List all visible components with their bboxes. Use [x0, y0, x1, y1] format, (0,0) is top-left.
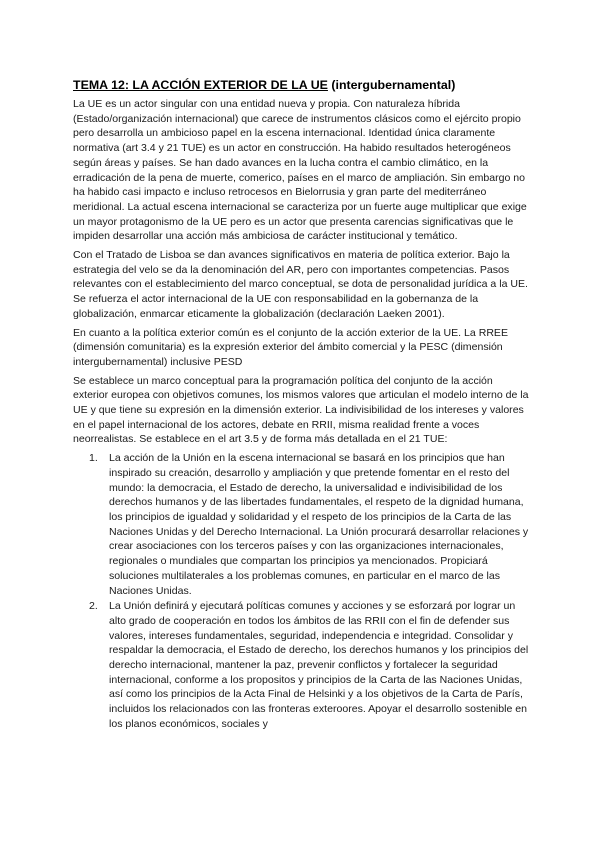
- document-title: [73, 78, 529, 93]
- paragraph-intro: La UE es un actor singular con una entidad nueva y propia. Con naturaleza híbrida (Estado/organización internacional) que carece de instrumentos clásicos como el ejército propio pero desarrolla un ambicioso papel en la escena internacional. Identidad única claramente normativa (art 3.4 y 21 TUE) es un actor en construcción. Ha habido resultados heterogéneos según áreas y países. Se han dado avances en la lucha contra el cambio climático, en la erradicación de la pena de muerte, comerico, países en el marco de ampliación. Sin embargo no ha habido casi impacto e incluso retrocesos en Bielorrusia y gran parte del mediterráneo meridional. La actual escena internacional se caracteriza por un fuerte auge multiplicar que exige un mayor protagonismo de la UE pero es un actor que presenta carencias significativas que le impiden desarrollar una acción más ambiciosa de carácter institucional y temático.: [73, 98, 527, 243]
- list-item: [73, 599, 529, 731]
- title-suffix: (intergubernamental): [327, 78, 456, 92]
- paragraph-politica-exterior: En cuanto a la política exterior común es el conjunto de la acción exterior de la UE. La RREE (dimensión comunitaria) es la expresión exterior del ámbito comercial y la PESC (dimensión intergubernamental) inclusive PESD: [73, 326, 509, 368]
- list-item-text: La Unión definirá y ejecutará políticas comunes y acciones y se esforzará por lograr un alto grado de cooperación en todos los ámbitos de las RRII con el fin de defender sus valores, intereses fundamentales, seguridad, independencia e integridad. Consolidar y respaldar la democracia, el Estado de derecho, los derechos humanos y los principios del derecho internacional, mantener la paz, prevenir conflictos y fortalecer la seguridad internacional, conforme a los propositos y principios de la Carta de las Naciones Unidas, así como los principios de la Acta Final de Helsinki y a los objetivos de la Carta de París, incluidos los relacionados con las fronteras exteroores. Apoyar el desarrollo sostenible en los planos económicos, sociales y: [109, 600, 529, 730]
- list-item: [73, 451, 529, 598]
- list-item-number: 1.: [89, 452, 98, 465]
- paragraph-lisboa: Con el Tratado de Lisboa se dan avances significativos en materia de política exterior. Bajo la estrategia del velo se da la denominación del AR, pero con importantes competencias. Pasos relevantes con el establecimiento del marco conceptual, se dota de personalidad jurídica a la UE. Se refuerza el actor internacional de la UE con responsabilidad en la gobernanza de la globalización, enmarcar eticamente la globalización (declaración Laeken 2001).: [73, 249, 528, 320]
- paragraph-marco-conceptual: Se establece un marco conceptual para la programación política del conjunto de la acción exterior europea con objetivos comunes, los mismos valores que articulan el modelo interno de la UE y que tiene su expresión en la dimensión exterior. La indivisibilidad de los intereses y valores en el papel internacional de los actores, debate en RRII, misma realidad frente a voces neorrealistas. Se establece en el art 3.5 y de forma más detallada en el 21 TUE:: [73, 374, 529, 446]
- numbered-list: [73, 451, 529, 731]
- document-body: [73, 78, 529, 733]
- list-item-number: 2.: [89, 600, 98, 613]
- title-main: TEMA 12: LA ACCIÓN EXTERIOR DE LA UE: [73, 78, 328, 92]
- list-item-text: La acción de la Unión en la escena internacional se basará en los principios que han inspirado su creación, desarrollo y ampliación y que pretende fomentar en el resto del mundo: la democracia, el Estado de derecho, la universalidad e indivisibilidad de los derechos humanos y de las libertades fundamentales, el respeto de la dignidad humana, los principios de igualdad y solidaridad y el respeto de los principios de la Carta de las Naciones Unidas y del Derecho Internacional. La Unión procurará desarrollar relaciones y crear asociaciones con los terceros países y con las organizaciones internacionales, regionales o mundiales que compartan los principios ya mencionados. Propiciará soluciones multilaterales a los problemas comunes, en particular en el marco de las Naciones Unidas.: [109, 452, 529, 597]
